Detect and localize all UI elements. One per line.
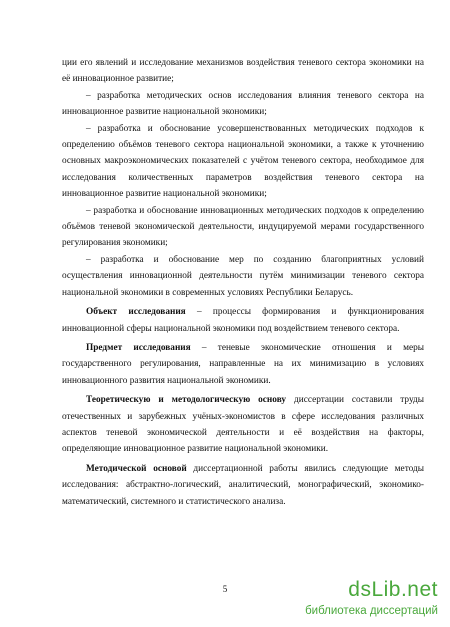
watermark-title: dsLib.net bbox=[348, 578, 438, 601]
paragraph-continuation: ции его явлений и исследование механизмов воздействия теневого сектора экономики на её инновационное развитие; bbox=[62, 58, 424, 85]
object-paragraph bbox=[62, 304, 424, 337]
subject-term: Предмет исследования bbox=[86, 342, 191, 353]
list-item-regulation-methods: – разработка и обоснование инновационных методических подходов к определению объёмов теневой экономической деятельности, индуцируемой мерами государственного регулирования экономики; bbox=[62, 205, 424, 249]
list-item-methodology: – разработка методических основ исследования влияния теневого сектора на инновационное развитие национальной экономики; bbox=[62, 90, 424, 118]
watermark-logo bbox=[278, 578, 438, 623]
subject-paragraph bbox=[62, 340, 424, 389]
list-item-volume-methods: – разработка и обоснование усовершенствованных методических подходов к определению объёмов теневого сектора национальной экономики, а также к уточнению основных макроэкономических показателей с учётом теневого сектора, необходимое для исследования количественных параметров воздействия теневого сектора на инновационное развитие национальной экономики; bbox=[62, 123, 424, 200]
page-number: 5 bbox=[222, 584, 228, 594]
body-text bbox=[62, 55, 424, 510]
theory-paragraph bbox=[62, 392, 424, 458]
subject-text: – теневые экономические отношения и меры государственного регулирования, направленные на их минимизацию в условиях инновационного развития национальной экономики. bbox=[62, 342, 424, 386]
method-text: диссертационной работы явились следующие методы исследования: абстрактно-логический, аналитический, монографический, экономико-математический, системного и статистического анализа. bbox=[62, 463, 424, 507]
theory-text: диссертации составили труды отечественных и зарубежных учёных-экономистов в сфере исследования различных аспектов теневой экономической деятельности и её воздействия на факторы, определяющие инновационное развитие национальной экономики. bbox=[62, 395, 424, 455]
method-term: Методической основой bbox=[86, 463, 187, 474]
list-item-measures: – разработка и обоснование мер по созданию благоприятных условий осуществления инновационной деятельности путём минимизации теневого сектора национальной экономики в современных условиях Республики Беларусь. bbox=[62, 254, 424, 298]
object-term: Объект исследования bbox=[86, 307, 186, 318]
method-paragraph bbox=[62, 461, 424, 510]
theory-term: Теоретическую и методологическую основу bbox=[86, 395, 287, 406]
object-text: – процессы формирования и функционирования инновационной сферы национальной экономики под воздействием теневого сектора. bbox=[62, 307, 424, 334]
watermark-tagline: библиотека диссертаций bbox=[305, 605, 438, 617]
